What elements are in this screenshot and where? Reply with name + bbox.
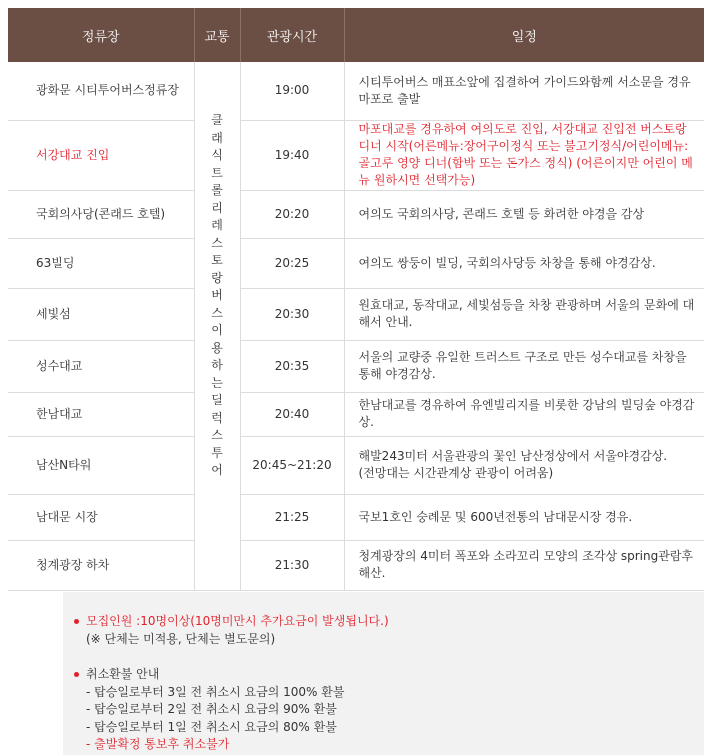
tour-time: 20:40	[240, 392, 344, 436]
schedule-desc: 여의도 국회의사당, 콘래드 호텔 등 화려한 야경을 감상	[344, 190, 704, 238]
table-row	[8, 238, 704, 288]
schedule-desc: 여의도 쌍둥이 빌딩, 국회의사당등 차창을 통해 야경감상.	[344, 238, 704, 288]
refund-item: - 탑승일로부터 2일 전 취소시 요금의 90% 환불	[86, 702, 337, 716]
tour-time: 21:30	[240, 540, 344, 590]
schedule-desc: 한남대교를 경유하여 유엔빌리지를 비롯한 강남의 빌딩숲 야경감상.	[344, 392, 704, 436]
refund-heading	[72, 666, 389, 684]
schedule-desc: 시티투어버스 매표소앞에 집결하여 가이드와함께 서소문을 경유 마포로 출발	[344, 62, 704, 120]
transport-text: 클래식 트롤리 레스토랑버스 이용하는 딜럭스 투어	[211, 113, 223, 477]
refund-final-note: - 출발확정 통보후 취소불가	[86, 737, 230, 751]
tour-time: 19:00	[240, 62, 344, 120]
refund-title: 취소환불 안내	[86, 667, 160, 681]
schedule-desc: 원효대교, 동작대교, 세빛섬등을 차창 관광하며 서울의 문화에 대해서 안내.	[344, 288, 704, 340]
schedule-desc-line: 해발243미터 서울관광의 꽃인 남산정상에서 서울야경감상.	[358, 449, 668, 463]
table-row	[8, 392, 704, 436]
tour-time: 20:35	[240, 340, 344, 392]
schedule-desc: 국보1호인 숭례문 및 600년전통의 남대문시장 경유.	[344, 494, 704, 540]
notes-content	[72, 613, 389, 754]
stop-name: 한남대교	[8, 392, 194, 436]
stop-name: 세빛섬	[8, 288, 194, 340]
table-row	[8, 288, 704, 340]
stop-name: 성수대교	[8, 340, 194, 392]
stop-name: 청계광장 하차	[8, 540, 194, 590]
table-row	[8, 62, 704, 120]
table-row	[8, 494, 704, 540]
refund-item: - 탑승일로부터 3일 전 취소시 요금의 100% 환불	[86, 684, 345, 699]
table-header-row	[8, 8, 704, 62]
tour-time: 20:20	[240, 190, 344, 238]
bullet-icon	[74, 619, 79, 624]
schedule-desc	[344, 436, 704, 494]
tour-time: 19:40	[240, 120, 344, 190]
table-row	[8, 436, 704, 494]
table-row	[8, 120, 704, 190]
tour-time: 20:30	[240, 288, 344, 340]
tour-time: 20:45~21:20	[240, 436, 344, 494]
schedule-desc: 마포대교를 경유하여 여의도로 진입, 서강대교 진입전 버스토랑 디너 시작(어른메뉴:장어구이정식 또는 불고기정식/어린이메뉴: 골고루 영양 디너(함박 또는 돈가스 정식) (어른이지만 어린이 메뉴 원하시면 선택가능)	[344, 120, 704, 190]
schedule-desc: 서울의 교량중 유일한 트러스트 구조로 만든 성수대교를 차창을 통해 야경감상.	[344, 340, 704, 392]
refund-item: - 탑승일로부터 1일 전 취소시 요금의 80% 환불	[86, 719, 337, 734]
stop-name: 국회의사당(콘래드 호텔)	[8, 190, 194, 238]
stop-name: 광화문 시티투어버스정류장	[8, 62, 194, 120]
header-transport: 교통	[194, 8, 240, 62]
stop-name: 서강대교 진입	[8, 120, 194, 190]
schedule-table	[8, 8, 704, 591]
table-row	[8, 190, 704, 238]
header-schedule: 일정	[344, 8, 704, 62]
stop-name: 남산N타워	[8, 436, 194, 494]
stop-name: 남대문 시장	[8, 494, 194, 540]
transport-cell	[194, 62, 240, 590]
tour-time: 20:25	[240, 238, 344, 288]
recruit-subnote: (※ 단체는 미적용, 단체는 별도문의)	[86, 631, 276, 646]
schedule-desc: 청계광장의 4미터 폭포와 소라꼬리 모양의 조각상 spring관람후 해산.	[344, 540, 704, 590]
recruit-notice	[72, 613, 389, 631]
tour-time: 21:25	[240, 494, 344, 540]
recruit-text: 모집인원 :10명이상(10명미만시 추가요금이 발생됩니다.)	[86, 614, 389, 628]
header-stop: 정류장	[8, 8, 194, 62]
table-row	[8, 340, 704, 392]
bullet-icon	[74, 672, 79, 677]
header-time: 관광시간	[240, 8, 344, 62]
schedule-desc-note: (전망대는 시간관계상 관광이 어려움)	[358, 466, 554, 480]
stop-name: 63빌딩	[8, 238, 194, 288]
table-row	[8, 540, 704, 590]
